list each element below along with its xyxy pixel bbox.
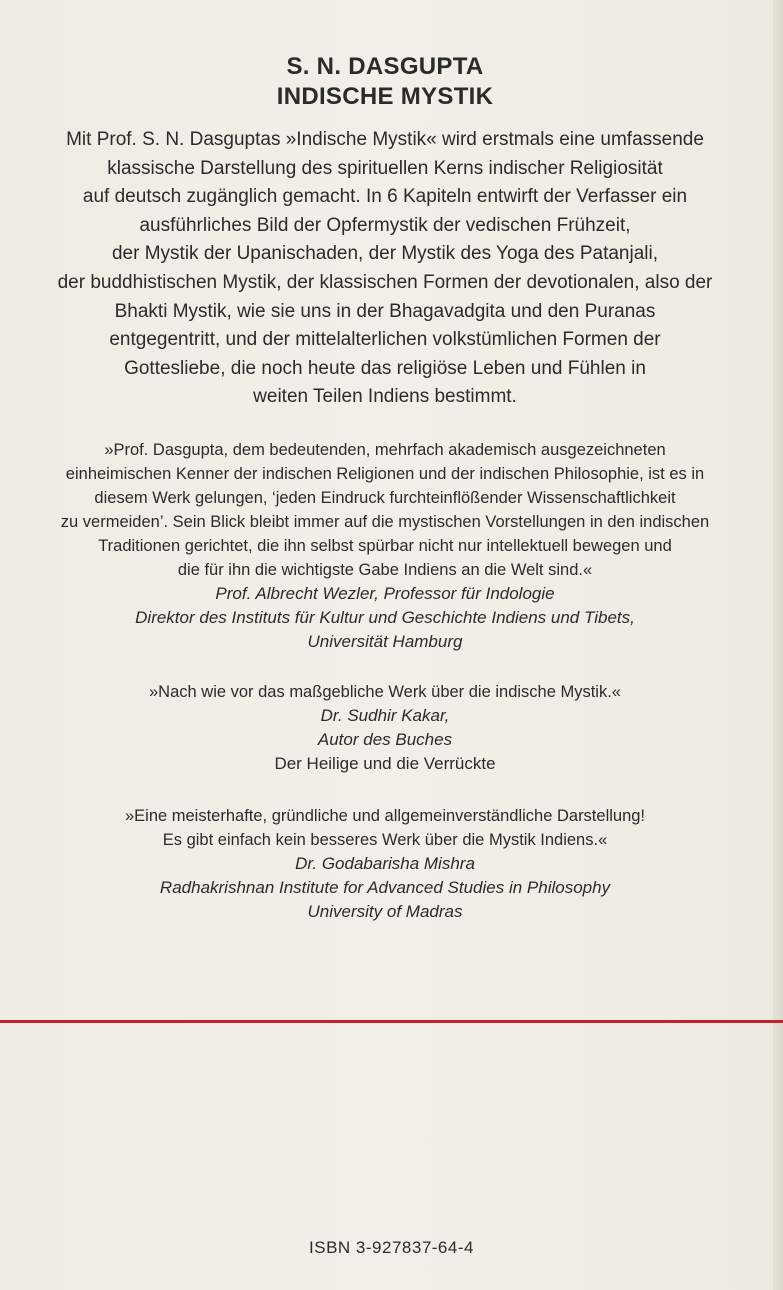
isbn-number: ISBN 3-927837-64-4 xyxy=(309,1238,474,1257)
blurb-line: Bhakti Mystik, wie sie uns in der Bhagavadgita und den Puranas xyxy=(114,300,656,322)
blurb-line: der buddhistischen Mystik, der klassischen Formen der devotionalen, also der xyxy=(57,271,713,293)
blurb-line: Mit Prof. S. N. Dasguptas »Indische Mystik« wird erstmals eine umfassende xyxy=(66,129,704,150)
blurb-line: der Mystik der Upanischaden, der Mystik des Yoga des Patanjali, xyxy=(111,243,659,265)
cover-edge xyxy=(773,0,783,1290)
author-name: S. N. DASGUPTA xyxy=(286,53,484,80)
quote-line: »Prof. Dasgupta, dem bedeutenden, mehrfach akademisch ausgezeichneten xyxy=(104,440,666,459)
quote-attribution-kakar xyxy=(20,704,750,776)
quote-line: diesem Werk gelungen, ‘jeden Eindruck furchteinflößender Wissenschaftlichkeit xyxy=(94,488,676,507)
attribution-line: Dr. Sudhir Kakar, xyxy=(320,705,450,725)
attribution-line: Radhakrishnan Institute for Advanced Studies in Philosophy xyxy=(159,877,611,897)
review-quote-kakar xyxy=(20,680,750,704)
attribution-line xyxy=(20,728,750,776)
quote-line: Traditionen gerichtet, die ihn selbst spürbar nicht nur intellektuell bewegen und xyxy=(98,536,672,555)
attribution-line: Dr. Godabarisha Mishra xyxy=(295,853,475,873)
blurb-line: weiten Teilen Indiens bestimmt. xyxy=(253,386,517,408)
quote-line: Es gibt einfach kein besseres Werk über die Mystik Indiens.« xyxy=(162,830,608,849)
quote-line: »Eine meisterhafte, gründliche und allgemeinverständliche Darstellung! xyxy=(124,806,646,825)
blurb-paragraph xyxy=(20,126,750,412)
blurb-line: klassische Darstellung des spirituellen Kerns indischer Religiosität xyxy=(107,157,663,179)
quote-line: »Nach wie vor das maßgebliche Werk über die indische Mystik.« xyxy=(149,682,621,701)
blurb-line: auf deutsch zugänglich gemacht. In 6 Kapiteln entwirft der Verfasser ein xyxy=(82,186,688,208)
quote-line: einheimischen Kenner der indischen Religionen und der indischen Philosophie, ist es in xyxy=(65,464,705,483)
quote-line: die für ihn die wichtigste Gabe Indiens an die Welt sind.« xyxy=(177,560,593,579)
review-quote-mishra xyxy=(20,804,750,852)
review-quote-wezler xyxy=(20,438,750,582)
blurb-line: entgegentritt, und der mittelalterlichen volkstümlichen Formen der xyxy=(109,329,661,351)
attribution-line: Universität Hamburg xyxy=(307,631,463,651)
blurb-line: Gottesliebe, die noch heute das religiöse Leben und Fühlen in xyxy=(124,357,646,379)
quote-line: zu vermeiden’. Sein Blick bleibt immer auf die mystischen Vorstellungen in den indischen xyxy=(60,512,710,531)
attribution-line: University of Madras xyxy=(307,901,463,921)
book-title: INDISCHE MYSTIK xyxy=(276,83,494,110)
attribution-line: Direktor des Instituts für Kultur und Geschichte Indiens und Tibets, xyxy=(135,607,635,627)
red-rule-divider xyxy=(0,1020,783,1023)
blurb-line: ausführliches Bild der Opfermystik der vedischen Frühzeit, xyxy=(139,214,631,236)
attribution-prefix: Autor des Buches xyxy=(317,729,453,749)
quote-attribution-mishra xyxy=(20,852,750,924)
book-reference: Der Heilige und die Verrückte xyxy=(274,753,496,773)
quote-attribution-wezler xyxy=(20,582,750,654)
cover-text-block xyxy=(20,52,750,924)
attribution-line: Prof. Albrecht Wezler, Professor für Indologie xyxy=(215,583,555,603)
